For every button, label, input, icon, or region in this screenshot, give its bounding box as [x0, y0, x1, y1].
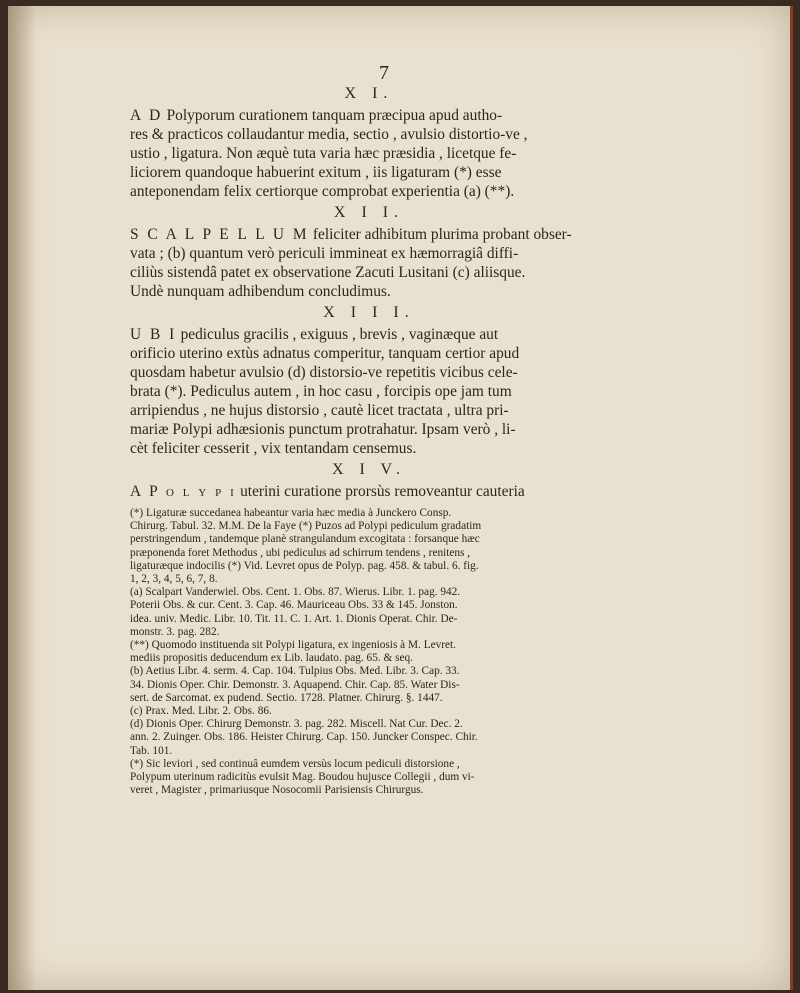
page-gutter-shadow	[8, 6, 36, 990]
paragraph-line	[130, 244, 608, 263]
line-text: cèt feliciter cesserit , vix tentandam censemus.	[130, 440, 417, 457]
section-heading: X I I I.	[323, 304, 415, 321]
section-paragraph	[130, 106, 608, 201]
lead-word: A P o l y p i	[130, 483, 237, 500]
footnote-line: monstr. 3. pag. 282.	[130, 625, 220, 638]
footnote-line: perstringendum , tandemque planè strangulandum excogitata : forsanque hæc	[130, 533, 480, 546]
paragraph-line	[130, 106, 608, 125]
footnote-line: Chirurg. Tabul. 32. M.M. De la Faye (*) Puzos ad Polypi pediculum gradatim	[130, 520, 482, 533]
footnote-line: 34. Dionis Oper. Chir. Demonstr. 3. Aquapend. Chir. Cap. 85. Water Dis-	[130, 678, 460, 691]
section-heading: X I V.	[331, 461, 407, 478]
lead-word: U B I	[130, 326, 177, 343]
footnote-line: (b) Aetius Libr. 4. serm. 4. Cap. 104. Tulpius Obs. Med. Libr. 3. Cap. 33.	[130, 665, 460, 678]
line-text: anteponendam felix certiorque comprobat experientia (a) (**).	[130, 183, 515, 200]
paragraph-line	[130, 325, 608, 344]
paragraph-line	[130, 420, 608, 439]
line-text: brata (*). Pediculus autem , in hoc casu , forcipis ope jam tum	[130, 383, 512, 400]
footnote-line: ann. 2. Zuinger. Obs. 186. Heister Chirurg. Cap. 150. Juncker Conspec. Chir.	[130, 731, 478, 744]
page-number: 7	[379, 62, 389, 84]
paragraph-line	[130, 401, 608, 420]
paragraph-line	[130, 363, 608, 382]
footnote-line: (**) Quomodo instituenda sit Polypi ligatura, ex ingeniosis à M. Levret.	[130, 639, 456, 652]
line-text: Polyporum curationem tanquam præcipua apud autho-	[166, 107, 503, 124]
paragraph-line	[130, 282, 608, 301]
footnote-line: idea. univ. Medic. Libr. 10. Tit. 11. C. 1. Art. 1. Dionis Operat. Chir. De-	[130, 612, 458, 625]
line-text: Undè nunquam adhibendum concludimus.	[130, 283, 391, 300]
line-text: arripiendus , ne hujus distorsio , cautè licet tractata , ultra pri-	[130, 402, 509, 419]
footnote-line: Poterii Obs. & cur. Cent. 3. Cap. 46. Mauriceau Obs. 33 & 145. Jonston.	[130, 599, 458, 612]
paragraph-line	[130, 439, 608, 458]
line-text: liciorem quandoque habuerint exitum , iis ligaturam (*) esse	[130, 164, 502, 181]
paragraph-line	[130, 163, 608, 182]
line-text: ciliùs sistendâ patet ex observatione Zacuti Lusitani (c) aliisque.	[130, 264, 526, 281]
lead-word: A D	[130, 107, 163, 124]
footnote-line: (*) Sic leviori , sed continuâ eumdem versùs locum pediculi distorsione ,	[130, 757, 460, 770]
line-text: mariæ Polypi adhæsionis punctum protrahatur. Ipsam verò , li-	[130, 421, 516, 438]
line-text: res & practicos collaudantur media, sectio , avulsio distortio-ve ,	[130, 126, 528, 143]
paragraph-line	[130, 263, 608, 282]
footnotes	[130, 507, 608, 797]
paragraph-line	[130, 125, 608, 144]
footnote-line: mediis propositis deducendum ex Lib. laudato. pag. 65. & seq.	[130, 652, 414, 665]
footnote-line: sert. de Sarcomat. ex pudend. Sectio. 1728. Platner. Chirurg. §. 1447.	[130, 691, 443, 704]
sections	[130, 84, 608, 501]
footnote-line: (c) Prax. Med. Libr. 2. Obs. 86.	[130, 705, 272, 718]
line-text: orificio uterino extùs adnatus comperitur, tanquam certior apud	[130, 345, 520, 362]
section-paragraph	[130, 482, 608, 501]
line-text: vata ; (b) quantum verò periculi immineat ex hæmorragiâ diffi-	[130, 245, 519, 262]
footnote-line: præponenda foret Methodus , ubi pediculus ad schirrum tendens , renitens ,	[130, 546, 471, 559]
footnote-line: Polypum uterinum radicitùs evulsit Mag. Boudou hujusce Collegii , dum vi-	[130, 771, 475, 784]
lead-word: S C A L P E L L U M	[130, 226, 310, 243]
line-text: uterini curatione prorsùs removeantur cauteria	[240, 483, 525, 500]
paragraph-line	[130, 344, 608, 363]
footnote-line: (a) Scalpart Vanderwiel. Obs. Cent. 1. Obs. 87. Wierus. Libr. 1. pag. 942.	[130, 586, 461, 599]
line-text: feliciter adhibitum plurima probant obser-	[312, 226, 572, 243]
page-text	[130, 64, 608, 797]
footnote-line: ligaturæque indocilis (*) Vid. Levret opus de Polyp. pag. 458. & tabul. 6. fig.	[130, 559, 479, 572]
footnote-line: 1, 2, 3, 4, 5, 6, 7, 8.	[130, 573, 218, 586]
paragraph-line	[130, 482, 608, 501]
paragraph-line	[130, 225, 608, 244]
section-paragraph	[130, 325, 608, 458]
line-text: pediculus gracilis , exiguus , brevis , vaginæque aut	[180, 326, 499, 343]
paragraph-line	[130, 144, 608, 163]
line-text: quosdam habetur avulsio (d) distorsio-ve repetitis vicibus cele-	[130, 364, 518, 381]
section-paragraph	[130, 225, 608, 301]
footnote-line: Tab. 101.	[130, 744, 173, 757]
paragraph-line	[130, 382, 608, 401]
footnote-line: (d) Dionis Oper. Chirurg Demonstr. 3. pag. 282. Miscell. Nat Cur. Dec. 2.	[130, 718, 463, 731]
footnote-line: veret , Magister , primariusque Nosocomii Parisiensis Chirurgus.	[130, 784, 424, 797]
line-text: ustio , ligatura. Non æquè tuta varia hæc præsidia , licetque fe-	[130, 145, 517, 162]
section-heading: X I I.	[333, 204, 405, 221]
footnote-line: (*) Ligaturæ succedanea habeantur varia hæc media à Junckero Consp.	[130, 507, 452, 519]
book-page	[8, 6, 793, 990]
section-heading: X I.	[344, 85, 394, 102]
paragraph-line	[130, 182, 608, 201]
